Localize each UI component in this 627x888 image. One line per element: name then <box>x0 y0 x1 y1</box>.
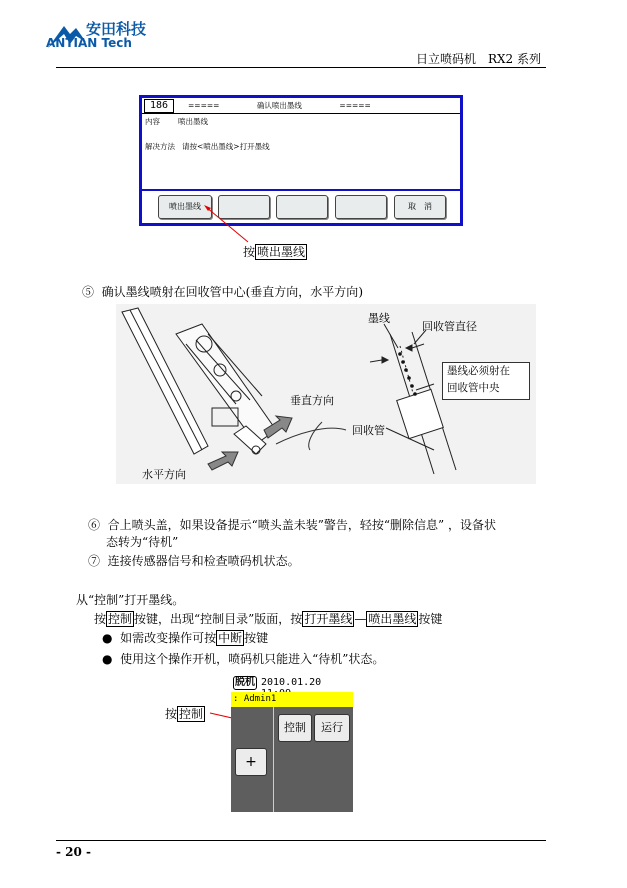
callout-boxed-key: 控制 <box>179 707 204 721</box>
panel-user: : Admin1 <box>233 694 277 704</box>
panel-control-button[interactable]: 控制 <box>278 714 312 742</box>
logo-chinese: 安田科技 <box>86 20 147 38</box>
instruction-key-open-ink: 打开墨线 <box>304 612 353 626</box>
logo-english: ANTIAN Tech <box>46 36 132 50</box>
panel-offline-badge: 脱机 <box>235 677 255 688</box>
dialog-code: 186 <box>144 99 174 113</box>
callout-boxed-key: 喷出墨线 <box>257 245 306 259</box>
step-7: ⑦ 连接传感器信号和检查喷码机状态。 <box>88 554 300 568</box>
label-recovery-tube: 回收管 <box>352 424 385 437</box>
label-horizontal: 水平方向 <box>142 468 186 481</box>
instruction-connector: — <box>354 612 367 626</box>
nozzle-alignment-figure <box>116 304 536 484</box>
dialog-content-label: 内容 <box>145 117 160 126</box>
label-vertical: 垂直方向 <box>290 394 334 407</box>
panel-plus-button[interactable]: + <box>235 748 267 776</box>
note-box <box>442 362 530 400</box>
section-heading: 从“控制”打开墨线。 <box>76 593 185 607</box>
note-line-1: 墨线必须射在 <box>447 365 510 377</box>
dialog-button-cancel[interactable]: 取 消 <box>394 195 446 219</box>
panel-user-bar <box>231 692 353 707</box>
panel-run-button[interactable]: 运行 <box>314 714 350 742</box>
instruction-press: 按 <box>94 612 107 626</box>
footer-rule <box>56 840 546 841</box>
callout-press-eject <box>243 243 307 260</box>
bullet-dot-icon: ● <box>102 652 121 666</box>
dialog-solution-label: 解决方法 <box>145 142 175 151</box>
note-line-2: 回收管中央 <box>447 382 500 394</box>
bullet-1-text: 如需改变操作可按 <box>120 631 217 645</box>
page-number: - 20 - <box>56 845 92 859</box>
panel-status-bar <box>231 675 353 692</box>
instruction-middle: 按键，出现“控制目录”版面，按 <box>134 612 303 626</box>
label-ink-line: 墨线 <box>368 312 390 325</box>
step-6-line-1: ⑥ 合上喷头盖，如果设备提示“喷头盖未装”警告，轻按“删除信息” ，设备状 <box>88 518 496 532</box>
panel-datetime: 2010.01.20 <box>261 677 322 688</box>
panel-divider <box>273 707 274 812</box>
bullet-1-key-interrupt: 中断 <box>218 631 243 645</box>
callout-prefix: 按 <box>165 707 178 721</box>
instruction-key-control: 控制 <box>108 612 133 626</box>
dialog-title: ===== 确认喷出墨线 ===== <box>188 101 371 110</box>
dialog-content-value: 喷出墨线 <box>178 117 208 126</box>
instruction-key-eject-ink: 喷出墨线 <box>368 612 417 626</box>
dialog-button-eject-ink[interactable]: 喷出墨线 <box>158 195 212 219</box>
step-6-line-2: 态转为“待机” <box>106 535 179 549</box>
dialog-solution-value: 请按<喷出墨线>打开墨线 <box>182 142 270 151</box>
bullet-1-suffix: 按键 <box>244 631 269 645</box>
callout-press-control <box>165 705 205 722</box>
bullet-2-text: 使用这个操作开机，喷码机只能进入“待机”状态。 <box>120 652 385 666</box>
bullet-dot-icon: ● <box>102 631 121 645</box>
bullet-1 <box>102 629 268 646</box>
printer-panel-screen <box>231 675 353 812</box>
label-tube-diameter: 回收管直径 <box>422 320 477 333</box>
document-title: 日立喷码机 RX2 系列 <box>415 52 541 66</box>
bullet-2 <box>102 650 384 667</box>
instruction-suffix: 按键 <box>418 612 443 626</box>
callout-prefix: 按 <box>243 245 256 259</box>
step-5: ⑤ 确认墨线喷射在回收管中心(垂直方向，水平方向) <box>82 285 363 299</box>
instruction-line <box>94 610 442 627</box>
